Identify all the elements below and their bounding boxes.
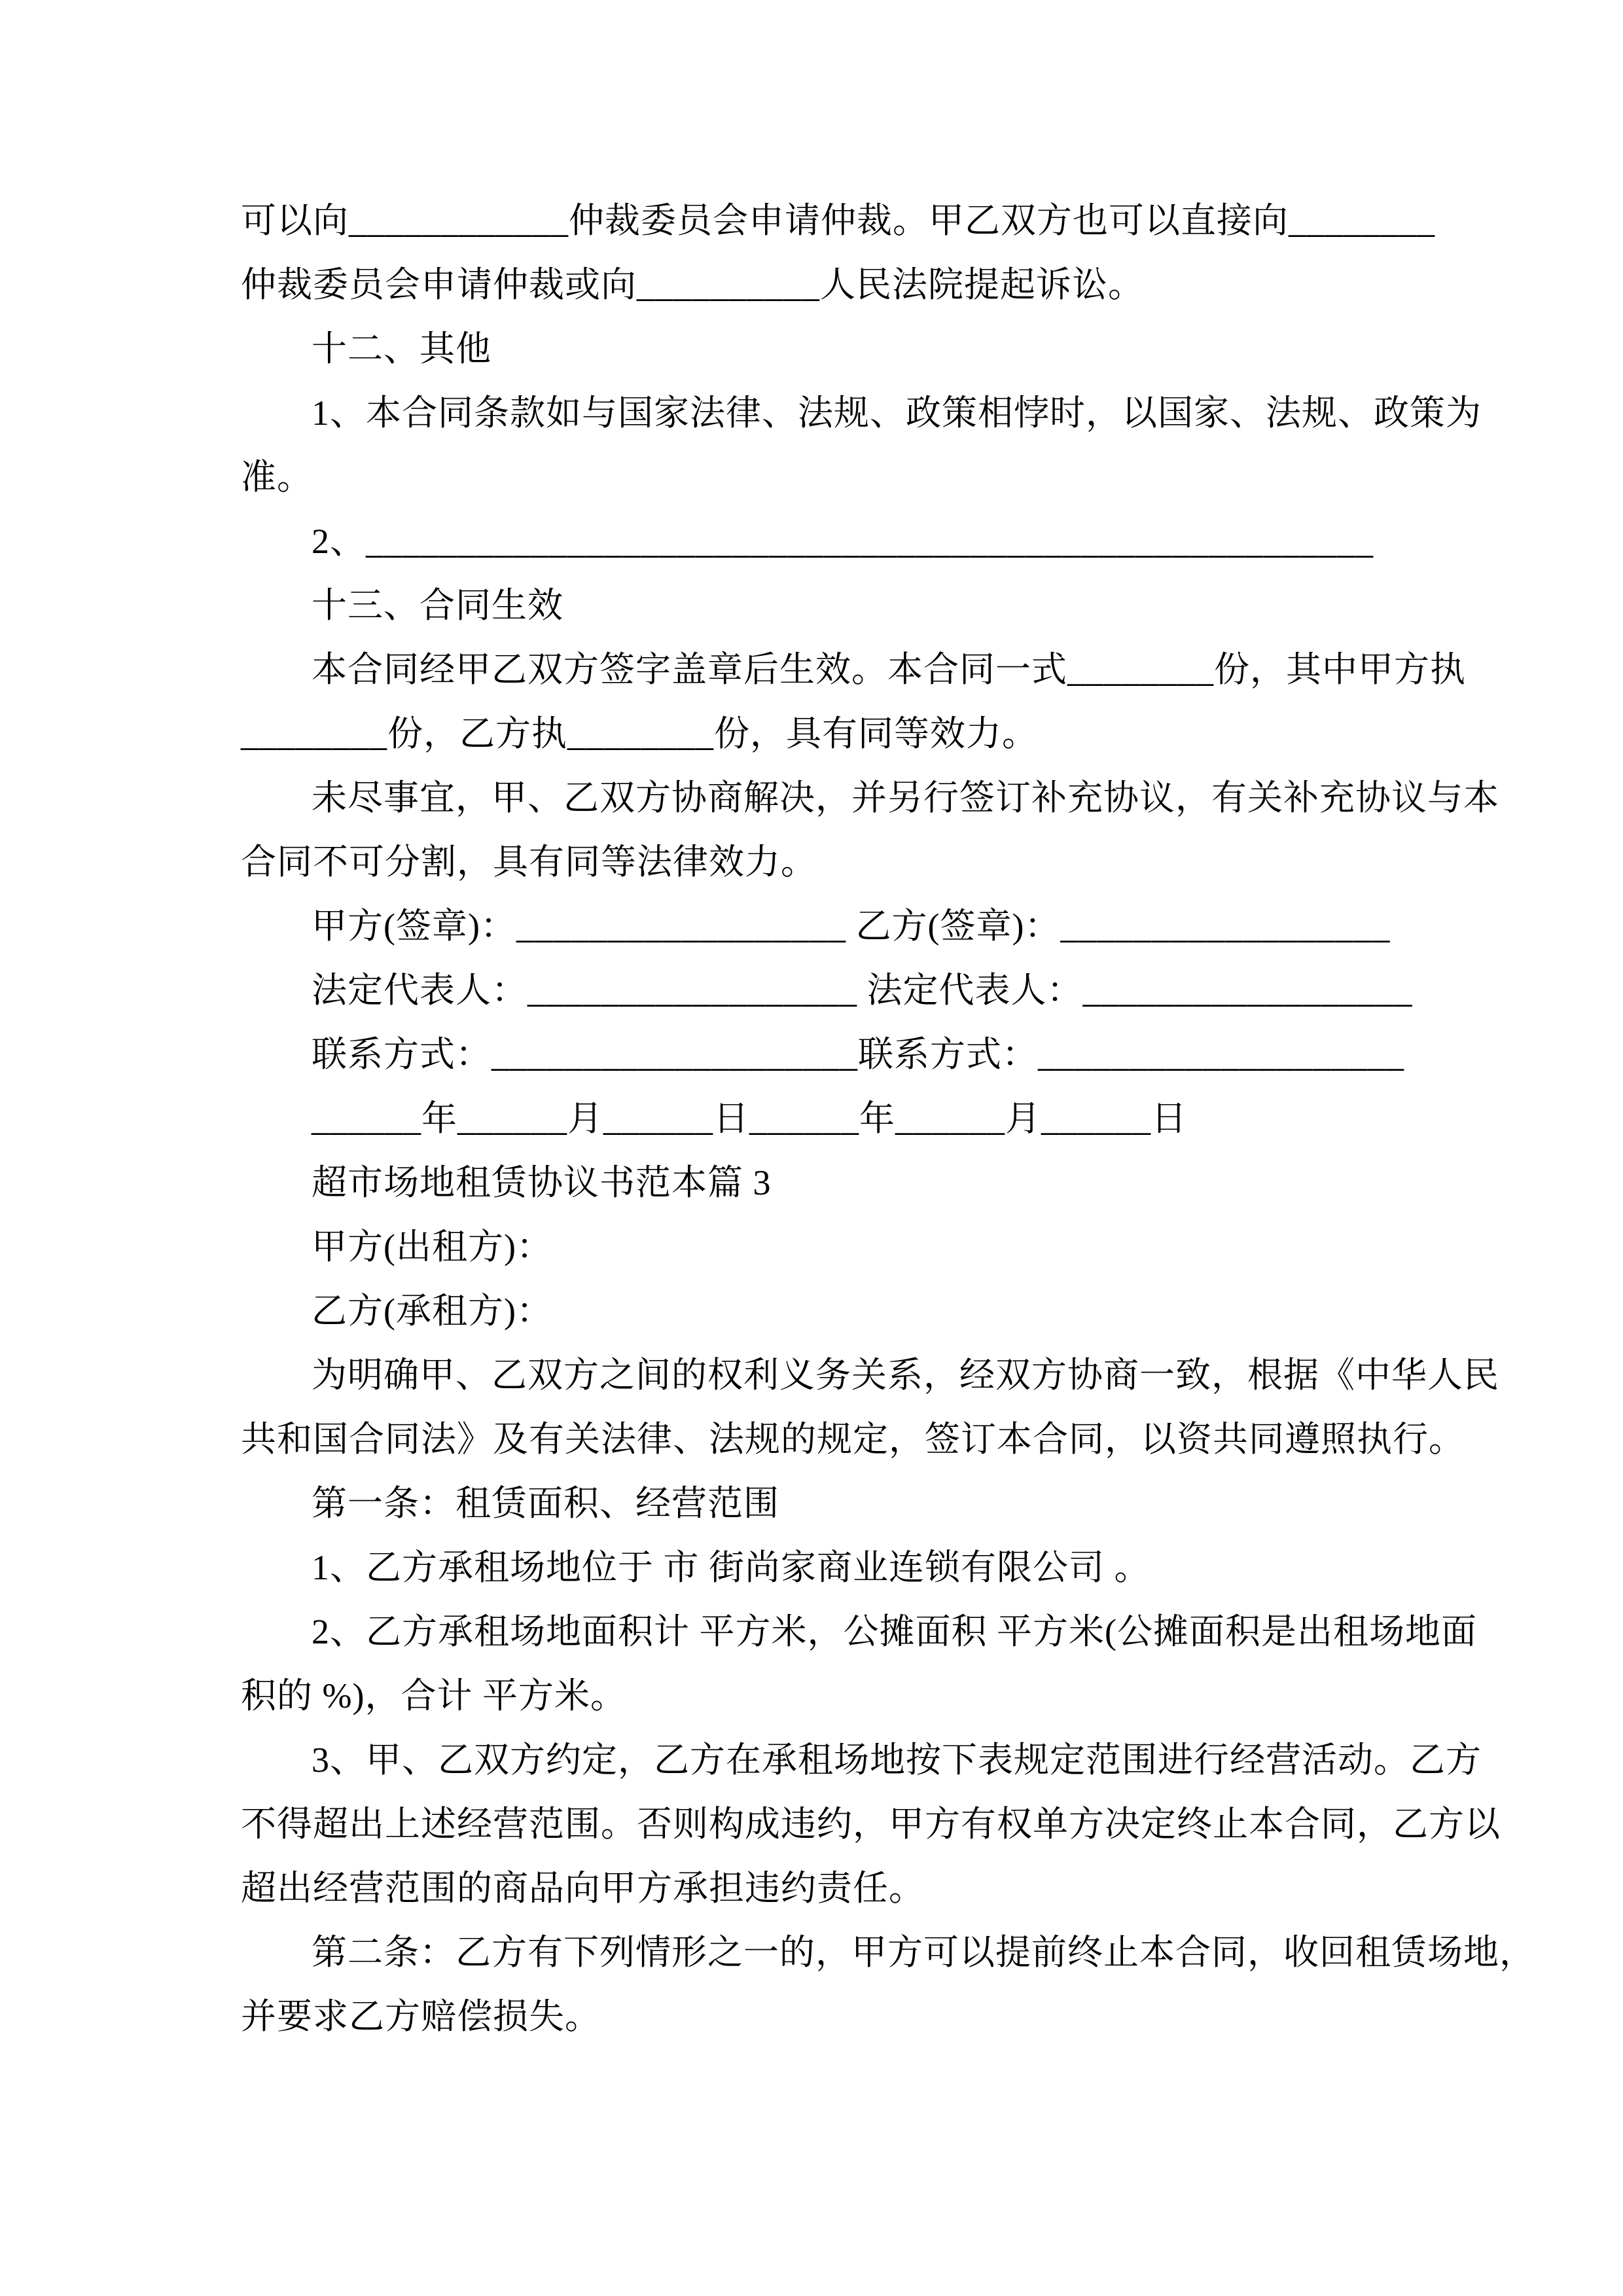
document-line: 超市场地租赁协议书范本篇 3 (312, 1163, 772, 1202)
document-line: 共和国合同法》及有关法律、法规的规定，签订本合同，以资共同遵照执行。 (241, 1420, 1465, 1459)
document-line: 十二、其他 (312, 329, 491, 368)
document-line: ________份，乙方执________份，具有同等效力。 (241, 714, 1038, 753)
document-line: 2、乙方承租场地面积计 平方米，公摊面积 平方米(公摊面积是出租场地面 (312, 1612, 1477, 1651)
document-line: 为明确甲、乙双方之间的权利义务关系，经双方协商一致，根据《中华人民 (312, 1355, 1499, 1395)
document-line: 1、本合同条款如与国家法律、法规、政策相悖时，以国家、法规、政策为 (312, 393, 1482, 433)
document-line: 1、乙方承租场地位于 市 街尚家商业连锁有限公司 。 (312, 1548, 1150, 1587)
document-line: 本合同经甲乙双方签字盖章后生效。本合同一式________份，其中甲方执 (312, 650, 1466, 689)
document-line: 合同不可分割，具有同等法律效力。 (241, 842, 817, 882)
document-line: 甲方(签章)：__________________ 乙方(签章)：__________________ (312, 906, 1391, 946)
document-line: 甲方(出租方)： (312, 1227, 552, 1266)
document-line: 不得超出上述经营范围。否则构成违约，甲方有权单方决定终止本合同，乙方以 (241, 1804, 1501, 1844)
document-line: ______年______月______日______年______月______日 (312, 1099, 1187, 1138)
document-line: 并要求乙方赔偿损失。 (241, 1997, 601, 2036)
document-line: 第一条：租赁面积、经营范围 (312, 1484, 779, 1523)
document-line: 准。 (241, 457, 313, 497)
document-line: 3、甲、乙双方约定，乙方在承租场地按下表规定范围进行经营活动。乙方 (312, 1740, 1482, 1780)
document-line: 未尽事宜，甲、乙双方协商解决，并另行签订补充协议，有关补充协议与本 (312, 778, 1499, 817)
document-line: 法定代表人：__________________ 法定代表人：__________________ (312, 971, 1413, 1010)
document-line: 仲裁委员会申请仲裁或向__________人民法院提起诉讼。 (241, 265, 1144, 304)
document-line: 2、_______________________________________________________ (312, 522, 1374, 561)
document-line: 第二条：乙方有下列情形之一的，甲方可以提前终止本合同，收回租赁场地， (312, 1933, 1535, 1972)
document-line: 超出经营范围的商品向甲方承担违约责任。 (241, 1869, 925, 1908)
document-line: 积的 %)，合计 平方米。 (241, 1676, 626, 1715)
document-line: 十三、合同生效 (312, 586, 563, 625)
document-line: 乙方(承租方)： (312, 1291, 552, 1331)
document-line: 联系方式：____________________联系方式：____________________ (312, 1035, 1404, 1074)
document-line: 可以向____________仲裁委员会申请仲裁。甲乙双方也可以直接向________ (241, 201, 1435, 240)
